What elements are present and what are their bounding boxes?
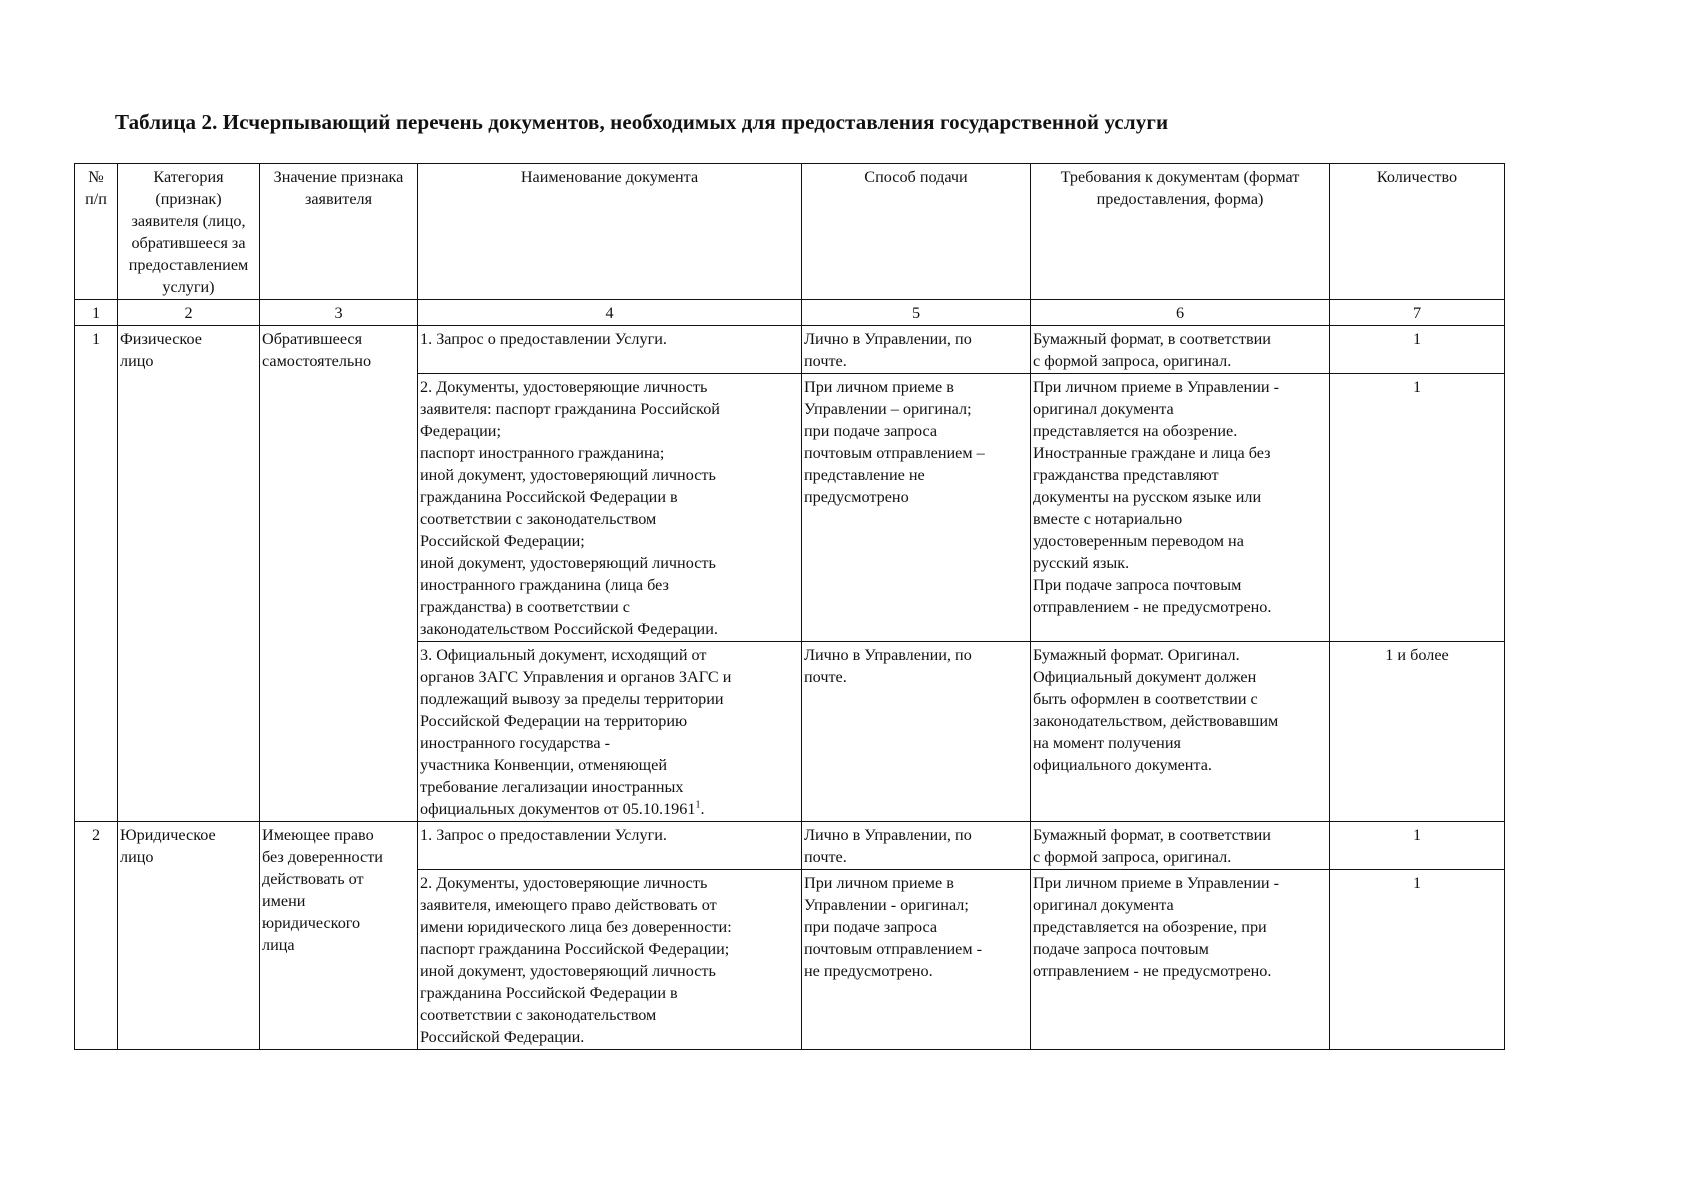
row-attribute: Обратившееся самостоятельно bbox=[260, 326, 418, 822]
document-name: 1. Запрос о предоставлении Услуги. bbox=[418, 822, 802, 870]
column-number: 7 bbox=[1330, 300, 1505, 326]
document-name: 2. Документы, удостоверяющие личность заявителя: паспорт гражданина Российской Федерации; паспорт иностранного гражданина; иной документ, удостоверяющий личность гражданина Российской Федерации в соответствии с законодательством Российской Федерации; иной документ, удостоверяющий личность иностранного гражданина (лица без гражданства) в соответствии с законодательством Российской Федерации. bbox=[418, 374, 802, 642]
document-requirements: Бумажный формат. Оригинал. Официальный документ должен быть оформлен в соответствии с законодательством, действовавшим на момент получения официального документа. bbox=[1031, 642, 1330, 822]
header-num: № п/п bbox=[75, 164, 118, 300]
submission-method: Лично в Управлении, по почте. bbox=[802, 822, 1031, 870]
column-number: 2 bbox=[118, 300, 260, 326]
row-attribute: Имеющее право без доверенности действовать от имени юридического лица bbox=[260, 822, 418, 1050]
column-number: 4 bbox=[418, 300, 802, 326]
column-number: 3 bbox=[260, 300, 418, 326]
submission-method: При личном приеме в Управлении - оригинал; при подаче запроса почтовым отправлением - не предусмотрено. bbox=[802, 870, 1031, 1050]
header-requirements: Требования к документам (формат предоставления, форма) bbox=[1031, 164, 1330, 300]
header-attribute: Значение признака заявителя bbox=[260, 164, 418, 300]
row-category: Юридическое лицо bbox=[118, 822, 260, 1050]
row-num: 2 bbox=[75, 822, 118, 1050]
document-quantity: 1 и более bbox=[1330, 642, 1505, 822]
header-method: Способ подачи bbox=[802, 164, 1031, 300]
header-category: Категория (признак) заявителя (лицо, обратившееся за предоставлением услуги) bbox=[118, 164, 260, 300]
row-num: 1 bbox=[75, 326, 118, 822]
document-name-text: 3. Официальный документ, исходящий от органов ЗАГС Управления и органов ЗАГС и подлежащий вывозу за пределы территории Российской Федерации на территорию иностранного государства - участника Конвенции, отменяющей требование легализации иностранных официальных документов от 05.10.1961 bbox=[420, 646, 732, 818]
submission-method: Лично в Управлении, по почте. bbox=[802, 326, 1031, 374]
column-number: 6 bbox=[1031, 300, 1330, 326]
column-number: 1 bbox=[75, 300, 118, 326]
table-header-row bbox=[75, 164, 1505, 300]
document-quantity: 1 bbox=[1330, 822, 1505, 870]
table-row bbox=[75, 326, 1505, 374]
document-name: 2. Документы, удостоверяющие личность заявителя, имеющего право действовать от имени юридического лица без доверенности: паспорт гражданина Российской Федерации; иной документ, удостоверяющий личность гражданина Российской Федерации в соответствии с законодательством Российской Федерации. bbox=[418, 870, 802, 1050]
submission-method: При личном приеме в Управлении – оригинал; при подаче запроса почтовым отправлением – представление не предусмотрено bbox=[802, 374, 1031, 642]
column-number-row bbox=[75, 300, 1505, 326]
header-document: Наименование документа bbox=[418, 164, 802, 300]
document-name: 1. Запрос о предоставлении Услуги. bbox=[418, 326, 802, 374]
page-title: Таблица 2. Исчерпывающий перечень документов, необходимых для предоставления государственной услуги bbox=[115, 110, 1169, 134]
document-quantity: 1 bbox=[1330, 374, 1505, 642]
column-number: 5 bbox=[802, 300, 1031, 326]
document-requirements: Бумажный формат, в соответствии с формой запроса, оригинал. bbox=[1031, 326, 1330, 374]
document-requirements: При личном приеме в Управлении - оригинал документа представляется на обозрение. Иностранные граждане и лица без гражданства представляют документы на русском языке или вместе с нотариально удостоверенным переводом на русский язык. При подаче запроса почтовым отправлением - не предусмотрено. bbox=[1031, 374, 1330, 642]
document-quantity: 1 bbox=[1330, 326, 1505, 374]
document-name bbox=[418, 642, 802, 822]
documents-table bbox=[74, 163, 1505, 1050]
row-category: Физическое лицо bbox=[118, 326, 260, 822]
document-quantity: 1 bbox=[1330, 870, 1505, 1050]
document-name-tail: . bbox=[700, 800, 705, 818]
footnote-marker: 1 bbox=[695, 799, 701, 811]
header-quantity: Количество bbox=[1330, 164, 1505, 300]
submission-method: Лично в Управлении, по почте. bbox=[802, 642, 1031, 822]
document-requirements: При личном приеме в Управлении - оригинал документа представляется на обозрение, при подаче запроса почтовым отправлением - не предусмотрено. bbox=[1031, 870, 1330, 1050]
document-requirements: Бумажный формат, в соответствии с формой запроса, оригинал. bbox=[1031, 822, 1330, 870]
table-row bbox=[75, 822, 1505, 870]
